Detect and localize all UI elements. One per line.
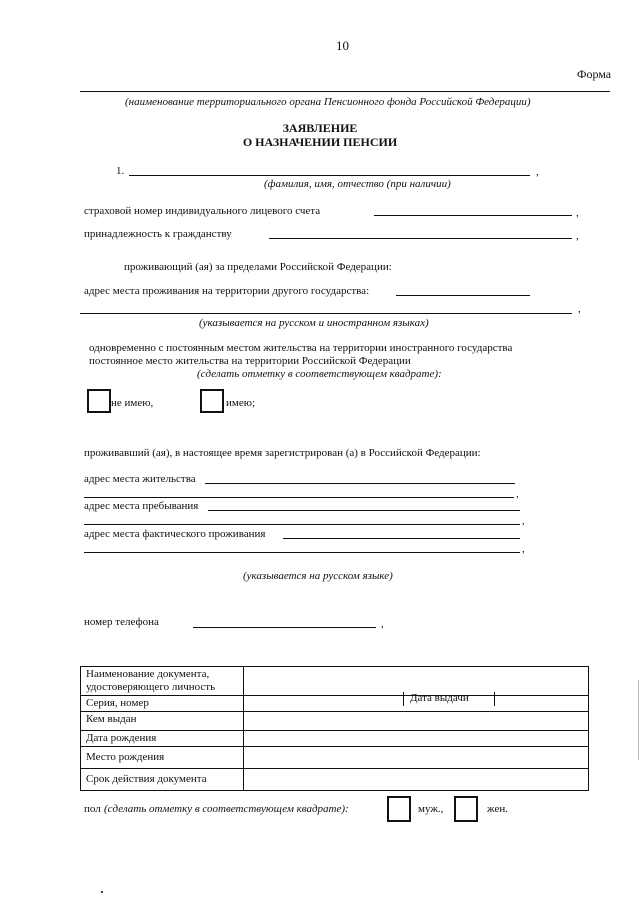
scan-edge [638, 680, 639, 760]
has-residence-checkbox[interactable] [200, 389, 224, 413]
authority-caption: (наименование территориального органа Пенсионного фонда Российской Федерации) [125, 96, 531, 108]
item-number: 1. [116, 165, 125, 177]
citizenship-label: принадлежность к гражданству [84, 228, 232, 240]
issued-by-label: Кем выдан [81, 712, 244, 731]
gender-hint: (сделать отметку в соответствующем квадрате): [104, 803, 349, 815]
gender-female-label: жен. [487, 803, 508, 815]
name-caption: (фамилия, имя, отчество (при наличии) [264, 178, 451, 190]
comma: , [516, 488, 519, 500]
citizenship-field[interactable] [269, 238, 572, 239]
birth-date-label: Дата рождения [81, 731, 244, 747]
validity-cell[interactable] [244, 769, 589, 791]
male-checkbox[interactable] [387, 796, 411, 822]
table-row [81, 747, 589, 769]
phone-label: номер телефона [84, 616, 159, 628]
residence-address-field[interactable] [205, 483, 515, 484]
series-number-label: Серия, номер [81, 696, 244, 712]
comma: , [522, 515, 525, 527]
actual-address-field-2[interactable] [84, 552, 520, 553]
comma: , [381, 618, 384, 630]
comma: , [578, 303, 581, 315]
birth-date-cell[interactable] [244, 731, 589, 747]
comma: , [522, 543, 525, 555]
phone-field[interactable] [193, 627, 376, 628]
comma: , [576, 207, 579, 219]
identity-document-table [80, 666, 589, 791]
stay-address-label: адрес места пребывания [84, 500, 199, 512]
authority-line[interactable] [80, 91, 610, 92]
document-name-label: Наименование документа, удостоверяющего личность [81, 667, 244, 696]
gender-male-label: муж., [418, 803, 444, 815]
issue-date-label: Дата выдачи [410, 692, 469, 704]
foreign-address-field-2[interactable] [80, 313, 572, 314]
permanent-residence-text-1: одновременно с постоянным местом жительства на территории иностранного государства [89, 342, 513, 354]
checkbox-hint: (сделать отметку в соответствующем квадрате): [197, 368, 442, 380]
actual-address-field[interactable] [283, 538, 520, 539]
registered-text: проживавший (ая), в настоящее время зарегистрирован (а) в Российской Федерации: [84, 447, 481, 459]
residing-abroad-text: проживающий (ая) за пределами Российской Федерации: [124, 261, 392, 273]
table-row [81, 667, 589, 696]
comma: , [536, 166, 539, 178]
title-line2: О НАЗНАЧЕНИИ ПЕНСИИ [242, 135, 398, 149]
foreign-address-caption: (указывается на русском и иностранном языках) [199, 317, 429, 329]
actual-address-label: адрес места фактического проживания [84, 528, 266, 540]
option-no-label: не имею, [111, 397, 154, 409]
residence-address-label: адрес места жительства [84, 473, 196, 485]
permanent-residence-text-2: постоянное место жительства на территории Российской Федерации [89, 355, 411, 367]
comma: , [576, 230, 579, 242]
residence-address-field-2[interactable] [84, 497, 514, 498]
foreign-address-label: адрес места проживания на территории другого государства: [84, 285, 370, 297]
full-name-field[interactable] [129, 175, 530, 176]
table-row [81, 712, 589, 731]
address-caption: (указывается на русском языке) [243, 570, 393, 582]
birth-place-label: Место рождения [81, 747, 244, 769]
no-residence-checkbox[interactable] [87, 389, 111, 413]
table-row [81, 769, 589, 791]
birth-place-cell[interactable] [244, 747, 589, 769]
validity-label: Срок действия документа [81, 769, 244, 791]
snils-field[interactable] [374, 215, 572, 216]
issue-date-cell[interactable] [403, 692, 495, 706]
page-number: 10 [336, 38, 349, 53]
issued-by-cell[interactable] [244, 712, 589, 731]
foreign-address-field[interactable] [396, 295, 530, 296]
title-line1: ЗАЯВЛЕНИЕ [282, 121, 358, 135]
table-row [81, 731, 589, 747]
snils-label: страховой номер индивидуального лицевого счета [84, 205, 321, 217]
scan-mark [101, 891, 103, 893]
form-label: Форма [577, 67, 612, 81]
option-yes-label: имею; [226, 397, 256, 409]
table-row [81, 696, 589, 712]
stay-address-field[interactable] [208, 510, 520, 511]
stay-address-field-2[interactable] [84, 524, 520, 525]
female-checkbox[interactable] [454, 796, 478, 822]
gender-label: пол [84, 803, 101, 815]
